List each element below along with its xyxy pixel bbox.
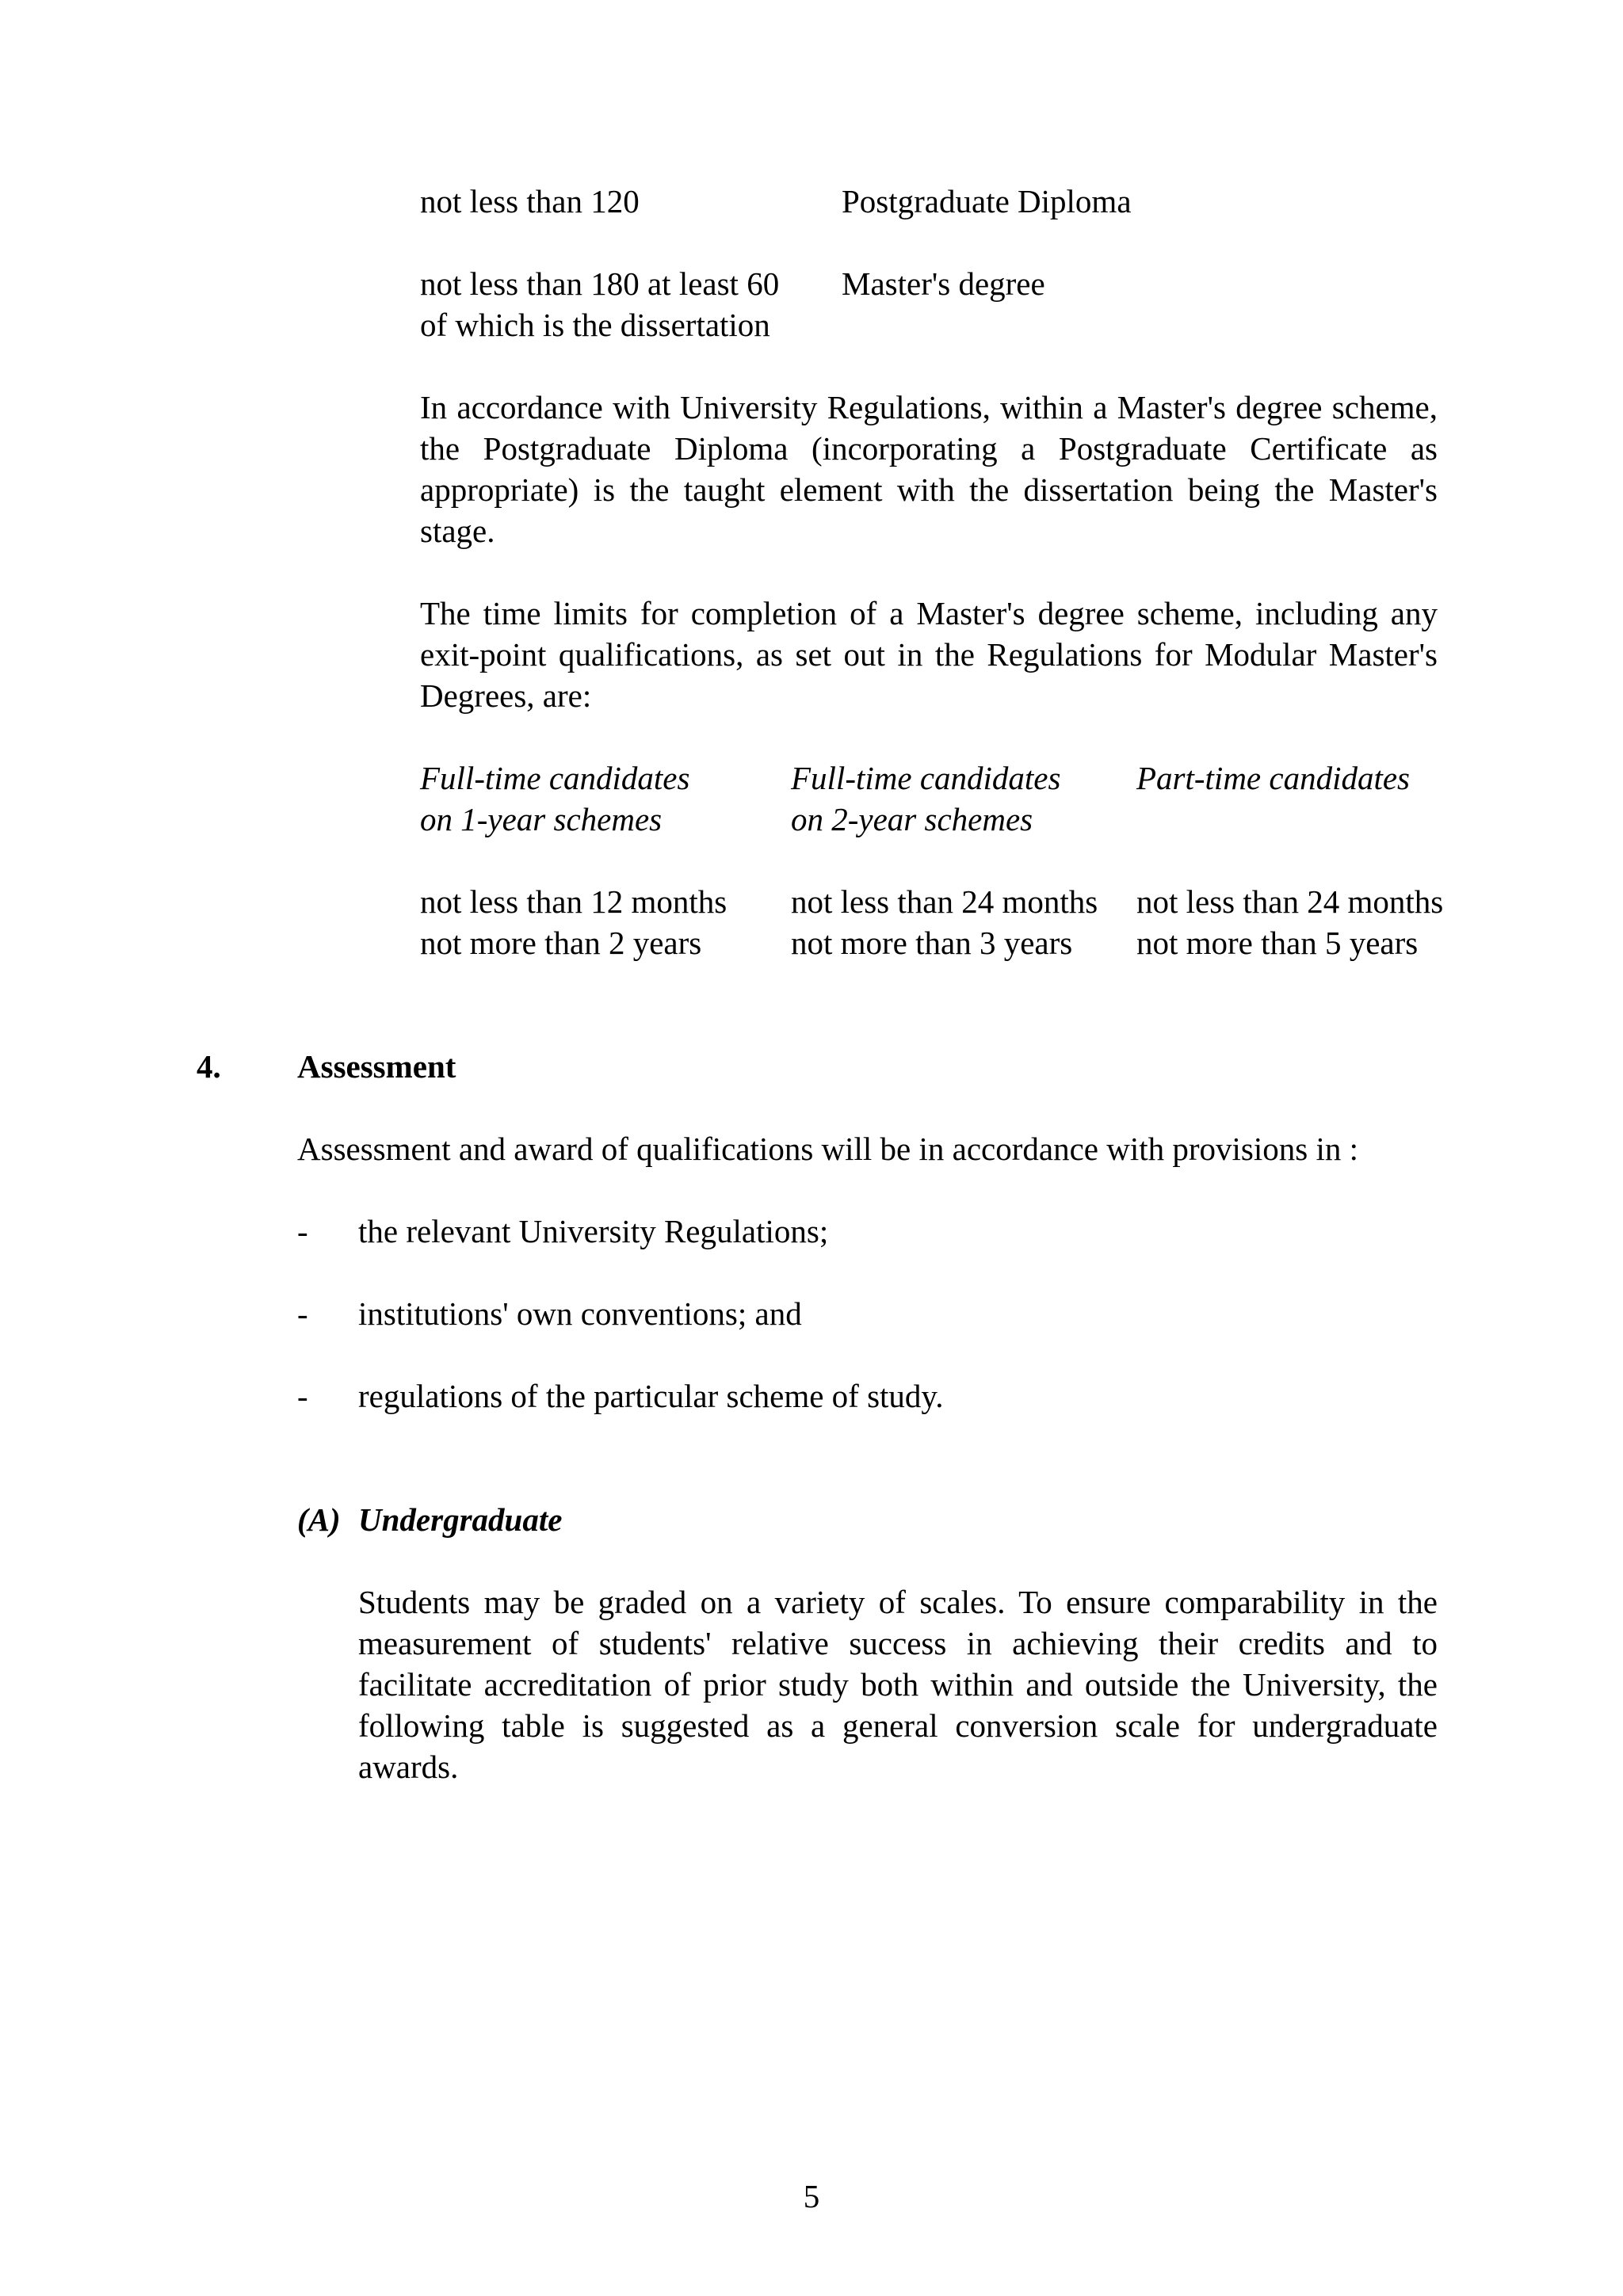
- section-number: 4.: [197, 1048, 221, 1085]
- time-limits-header-col-2: [791, 757, 1060, 840]
- table-cell: not less than 12 months: [420, 883, 727, 920]
- table-cell: not less than 24 months: [1136, 883, 1444, 920]
- bullet-text: institutions' own conventions; and: [358, 1295, 802, 1332]
- credit-row-1-award: Postgraduate Diploma: [842, 183, 1132, 219]
- header-col-2-line1: Full-time candidates: [791, 760, 1061, 796]
- subsection-label: (A): [297, 1501, 341, 1538]
- header-col-3-line1: Part-time candidates: [1136, 760, 1411, 796]
- credit-row-2-credits: [420, 263, 779, 345]
- header-col-1-line2: on 1-year schemes: [420, 801, 663, 837]
- subsection-body: Students may be graded on a variety of scales. To ensure comparability in the measurement of students' relative success in achieving their credits and to facilitate accreditation of prior study both within and outside the University, the following table is suggested as a general conversion scale for undergraduate awards.: [358, 1584, 1438, 1785]
- bullet-dash: -: [297, 1378, 308, 1414]
- regulations-paragraph: In accordance with University Regulations, within a Master's degree scheme, the Postgraduate Diploma (incorporating a Postgraduate Certificate as appropriate) is the taught element with the dissertation being the Master's stage.: [420, 389, 1438, 549]
- bullet-dash: -: [297, 1213, 308, 1249]
- table-cell: not less than 24 months: [791, 883, 1098, 920]
- table-cell: not more than 2 years: [420, 925, 702, 961]
- bullet-dash: -: [297, 1295, 308, 1332]
- credit-row-2-credits-line1: not less than 180 at least 60: [420, 265, 780, 302]
- time-limits-col-2: [791, 881, 1098, 963]
- table-cell: not more than 5 years: [1136, 925, 1419, 961]
- header-col-2-line2: on 2-year schemes: [791, 801, 1033, 837]
- header-col-1-line1: Full-time candidates: [420, 760, 690, 796]
- bullet-text: the relevant University Regulations;: [358, 1213, 829, 1249]
- section-title: Assessment: [297, 1048, 456, 1085]
- page-number: 5: [803, 2178, 820, 2214]
- table-cell: not more than 3 years: [791, 925, 1073, 961]
- credit-row-1-credits: not less than 120: [420, 183, 640, 219]
- time-limits-header-col-1: [420, 757, 689, 840]
- bullet-text: regulations of the particular scheme of study.: [358, 1378, 944, 1414]
- time-limits-header-col-3: [1136, 757, 1410, 799]
- credit-row-2-award: Master's degree: [842, 265, 1045, 302]
- credit-row-2-credits-line2: of which is the dissertation: [420, 307, 770, 343]
- subsection-title: Undergraduate: [358, 1501, 563, 1538]
- section-intro: Assessment and award of qualifications will be in accordance with provisions in :: [297, 1131, 1359, 1167]
- time-limits-col-3: [1136, 881, 1443, 963]
- time-limits-paragraph: The time limits for completion of a Master's degree scheme, including any exit-point qualifications, as set out in the Regulations for Modular Master's Degrees, are:: [420, 595, 1438, 714]
- time-limits-col-1: [420, 881, 727, 963]
